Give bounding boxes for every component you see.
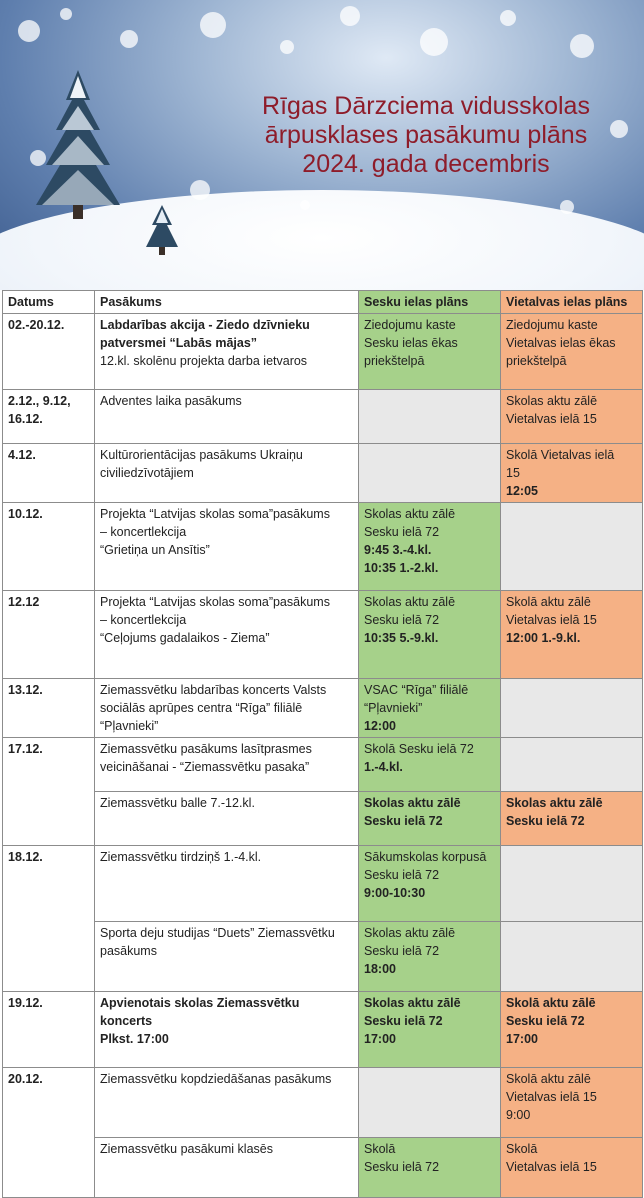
vietalvas-cell <box>501 846 643 922</box>
sesku-line: 10:35 5.-9.kl. <box>364 631 439 645</box>
date-cell: 20.12. <box>3 1068 95 1138</box>
vietalvas-cell <box>501 591 643 679</box>
vietalvas-line: Skolas aktu zālē <box>506 796 603 810</box>
vietalvas-cell <box>501 1138 643 1198</box>
event-line: – koncertlekcija <box>100 613 187 627</box>
event-line: Projekta “Latvijas skolas soma”pasākums <box>100 595 330 609</box>
sesku-cell <box>359 1068 501 1138</box>
snowflake-bokeh <box>420 28 448 56</box>
sesku-cell <box>359 846 501 922</box>
vietalvas-line: Vietalvas ielā 15 <box>506 1160 597 1174</box>
sesku-line: Skolas aktu zālē <box>364 996 461 1010</box>
event-line: veicināšanai - “Ziemassvētku pasaka” <box>100 760 310 774</box>
sesku-cell <box>359 1138 501 1198</box>
sesku-cell <box>359 390 501 444</box>
event-cell <box>95 390 359 444</box>
sesku-line: Skolas aktu zālē <box>364 926 456 940</box>
header-event: Pasākums <box>95 291 359 314</box>
event-line: Sporta deju studijas “Duets” Ziemassvētku <box>100 926 335 940</box>
table-row <box>3 992 643 1068</box>
header-date: Datums <box>3 291 95 314</box>
event-cell <box>95 846 359 922</box>
event-cell <box>95 444 359 503</box>
sesku-line: 1.-4.kl. <box>364 760 403 774</box>
table-row <box>3 1068 643 1138</box>
vietalvas-line: Vietalvas ielā 15 <box>506 412 597 426</box>
event-cell <box>95 503 359 591</box>
sesku-line: Sesku ielas ēkas <box>364 336 458 350</box>
snowflake-bokeh <box>60 8 72 20</box>
event-cell <box>95 922 359 992</box>
sesku-line: Sesku ielā 72 <box>364 814 443 828</box>
table-row <box>3 846 643 922</box>
snowflake-bokeh <box>190 180 210 200</box>
sesku-line: Sesku ielā 72 <box>364 868 440 882</box>
vietalvas-line: priekštelpā <box>506 354 567 368</box>
sesku-cell <box>359 922 501 992</box>
sesku-line: 18:00 <box>364 962 396 976</box>
sesku-line: Sesku ielā 72 <box>364 525 440 539</box>
sesku-line: Sesku ielā 72 <box>364 944 440 958</box>
page-title <box>236 92 616 179</box>
sesku-line: Sesku ielā 72 <box>364 1160 440 1174</box>
event-cell <box>95 992 359 1068</box>
vietalvas-line: Vietalvas ielas ēkas <box>506 336 616 350</box>
vietalvas-line: Skolā aktu zālē <box>506 996 596 1010</box>
table-row <box>3 679 643 738</box>
vietalvas-line: 15 <box>506 466 520 480</box>
vietalvas-cell <box>501 444 643 503</box>
vietalvas-line: Sesku ielā 72 <box>506 1014 585 1028</box>
title-line-1: Rīgas Dārzciema vidusskolas <box>262 92 590 120</box>
event-cell <box>95 1068 359 1138</box>
header-banner <box>0 0 644 290</box>
event-cell <box>95 314 359 390</box>
event-line: Plkst. 17:00 <box>100 1032 169 1046</box>
sesku-line: 17:00 <box>364 1032 396 1046</box>
sesku-line: 12:00 <box>364 719 396 733</box>
sesku-line: priekštelpā <box>364 354 425 368</box>
table-row <box>3 1138 643 1198</box>
vietalvas-line: Skolā Vietalvas ielā <box>506 448 615 462</box>
vietalvas-line: Skolā aktu zālē <box>506 595 591 609</box>
event-cell <box>95 738 359 792</box>
date-cell: 4.12. <box>3 444 95 503</box>
snowflake-bokeh <box>120 30 138 48</box>
sesku-cell <box>359 679 501 738</box>
snowflake-bokeh <box>280 40 294 54</box>
vietalvas-line: Sesku ielā 72 <box>506 814 585 828</box>
event-line: Apvienotais skolas Ziemassvētku <box>100 996 300 1010</box>
date-cell: 02.-20.12. <box>3 314 95 390</box>
event-line: Ziemassvētku balle 7.-12.kl. <box>100 796 255 810</box>
vietalvas-cell <box>501 314 643 390</box>
header-vietalvas: Vietalvas ielas plāns <box>501 291 643 314</box>
table-row <box>3 444 643 503</box>
christmas-tree-icon <box>28 70 128 230</box>
event-cell <box>95 1138 359 1198</box>
event-line: koncerts <box>100 1014 153 1028</box>
sesku-line: Sesku ielā 72 <box>364 1014 443 1028</box>
event-line: pasākums <box>100 944 157 958</box>
vietalvas-line: Vietalvas ielā 15 <box>506 1090 597 1104</box>
date-cell: 2.12., 9.12, 16.12. <box>3 390 95 444</box>
sesku-line: VSAC “Rīga” filiālē <box>364 683 469 697</box>
table-row <box>3 738 643 792</box>
vietalvas-line: Vietalvas ielā 15 <box>506 613 597 627</box>
date-cell: 13.12. <box>3 679 95 738</box>
table-row <box>3 792 643 846</box>
vietalvas-cell <box>501 738 643 792</box>
sesku-line: Ziedojumu kaste <box>364 318 456 332</box>
sesku-line: Sākumskolas korpusā <box>364 850 487 864</box>
vietalvas-cell <box>501 1068 643 1138</box>
events-table <box>2 290 643 1198</box>
snowflake-bokeh <box>560 200 574 214</box>
date-cell: 19.12. <box>3 992 95 1068</box>
vietalvas-line: Skolā <box>506 1142 538 1156</box>
date-cell <box>3 792 95 846</box>
header-sesku: Sesku ielas plāns <box>359 291 501 314</box>
event-line: “Pļavnieki” <box>100 719 159 733</box>
sesku-cell <box>359 444 501 503</box>
sesku-line: Skolā <box>364 1142 396 1156</box>
event-line: sociālās aprūpes centra “Rīga” filiālē <box>100 701 303 715</box>
vietalvas-line: 12:05 <box>506 484 538 498</box>
sesku-line: 9:00-10:30 <box>364 886 426 900</box>
date-cell: 10.12. <box>3 503 95 591</box>
snowflake-bokeh <box>18 20 40 42</box>
title-line-2: ārpusklases pasākumu plāns <box>264 121 588 149</box>
vietalvas-cell <box>501 679 643 738</box>
date-cell: 17.12. <box>3 738 95 792</box>
vietalvas-line: 17:00 <box>506 1032 538 1046</box>
event-line: civiliedzīvotājiem <box>100 466 194 480</box>
sesku-line: 9:45 3.-4.kl. <box>364 543 432 557</box>
event-line: Adventes laika pasākums <box>100 394 242 408</box>
sesku-line: Skolas aktu zālē <box>364 796 461 810</box>
sesku-line: 10:35 1.-2.kl. <box>364 561 439 575</box>
vietalvas-cell <box>501 390 643 444</box>
sesku-line: Skolas aktu zālē <box>364 507 456 521</box>
sesku-line: Sesku ielā 72 <box>364 613 440 627</box>
date-cell: 18.12. <box>3 846 95 922</box>
vietalvas-line: Skolas aktu zālē <box>506 394 598 408</box>
event-cell <box>95 679 359 738</box>
sesku-cell <box>359 314 501 390</box>
vietalvas-cell <box>501 922 643 992</box>
table-row <box>3 922 643 992</box>
snowflake-bokeh <box>200 12 226 38</box>
sesku-cell <box>359 738 501 792</box>
title-line-3: 2024. gada decembris <box>302 150 550 178</box>
vietalvas-cell <box>501 992 643 1068</box>
sesku-line: Skolā Sesku ielā 72 <box>364 742 474 756</box>
event-line: Ziemassvētku labdarības koncerts Valsts <box>100 683 327 697</box>
event-line: Ziemassvētku pasākums lasītprasmes <box>100 742 312 756</box>
event-line: 12.kl. skolēnu projekta darba ietvaros <box>100 354 308 368</box>
event-line: Ziemassvētku pasākumi klasēs <box>100 1142 273 1156</box>
date-cell: 12.12 <box>3 591 95 679</box>
table-row <box>3 591 643 679</box>
event-line: – koncertlekcija <box>100 525 187 539</box>
event-cell <box>95 591 359 679</box>
vietalvas-line: Ziedojumu kaste <box>506 318 598 332</box>
snowflake-bokeh <box>570 34 594 58</box>
event-cell <box>95 792 359 846</box>
vietalvas-line: 12:00 1.-9.kl. <box>506 631 581 645</box>
vietalvas-line: Skolā aktu zālē <box>506 1072 591 1086</box>
snowflake-bokeh <box>300 200 310 210</box>
date-cell <box>3 1138 95 1198</box>
event-line: “Grietiņa un Ansītis” <box>100 543 210 557</box>
event-line: Ziemassvētku kopdziedāšanas pasākums <box>100 1072 332 1086</box>
vietalvas-line: 9:00 <box>506 1108 531 1122</box>
event-line: patversmei “Labās mājas” <box>100 336 258 350</box>
event-line: Labdarības akcija - Ziedo dzīvnieku <box>100 318 310 332</box>
event-line: Kultūrorientācijas pasākums Ukraiņu <box>100 448 303 462</box>
vietalvas-cell <box>501 503 643 591</box>
sesku-cell <box>359 992 501 1068</box>
snowflake-bokeh <box>500 10 516 26</box>
event-line: “Ceļojums gadalaikos - Ziema” <box>100 631 270 645</box>
sesku-cell <box>359 503 501 591</box>
date-cell <box>3 922 95 992</box>
small-tree-icon <box>142 205 182 265</box>
sesku-cell <box>359 591 501 679</box>
event-line: Ziemassvētku tirdziņš 1.-4.kl. <box>100 850 262 864</box>
table-row <box>3 314 643 390</box>
snowflake-bokeh <box>340 6 360 26</box>
event-line: Projekta “Latvijas skolas soma”pasākums <box>100 507 330 521</box>
sesku-cell <box>359 792 501 846</box>
table-header-row <box>3 291 643 314</box>
table-row <box>3 503 643 591</box>
sesku-line: Skolas aktu zālē <box>364 595 456 609</box>
vietalvas-cell <box>501 792 643 846</box>
table-row <box>3 390 643 444</box>
sesku-line: “Pļavnieki” <box>364 701 423 715</box>
